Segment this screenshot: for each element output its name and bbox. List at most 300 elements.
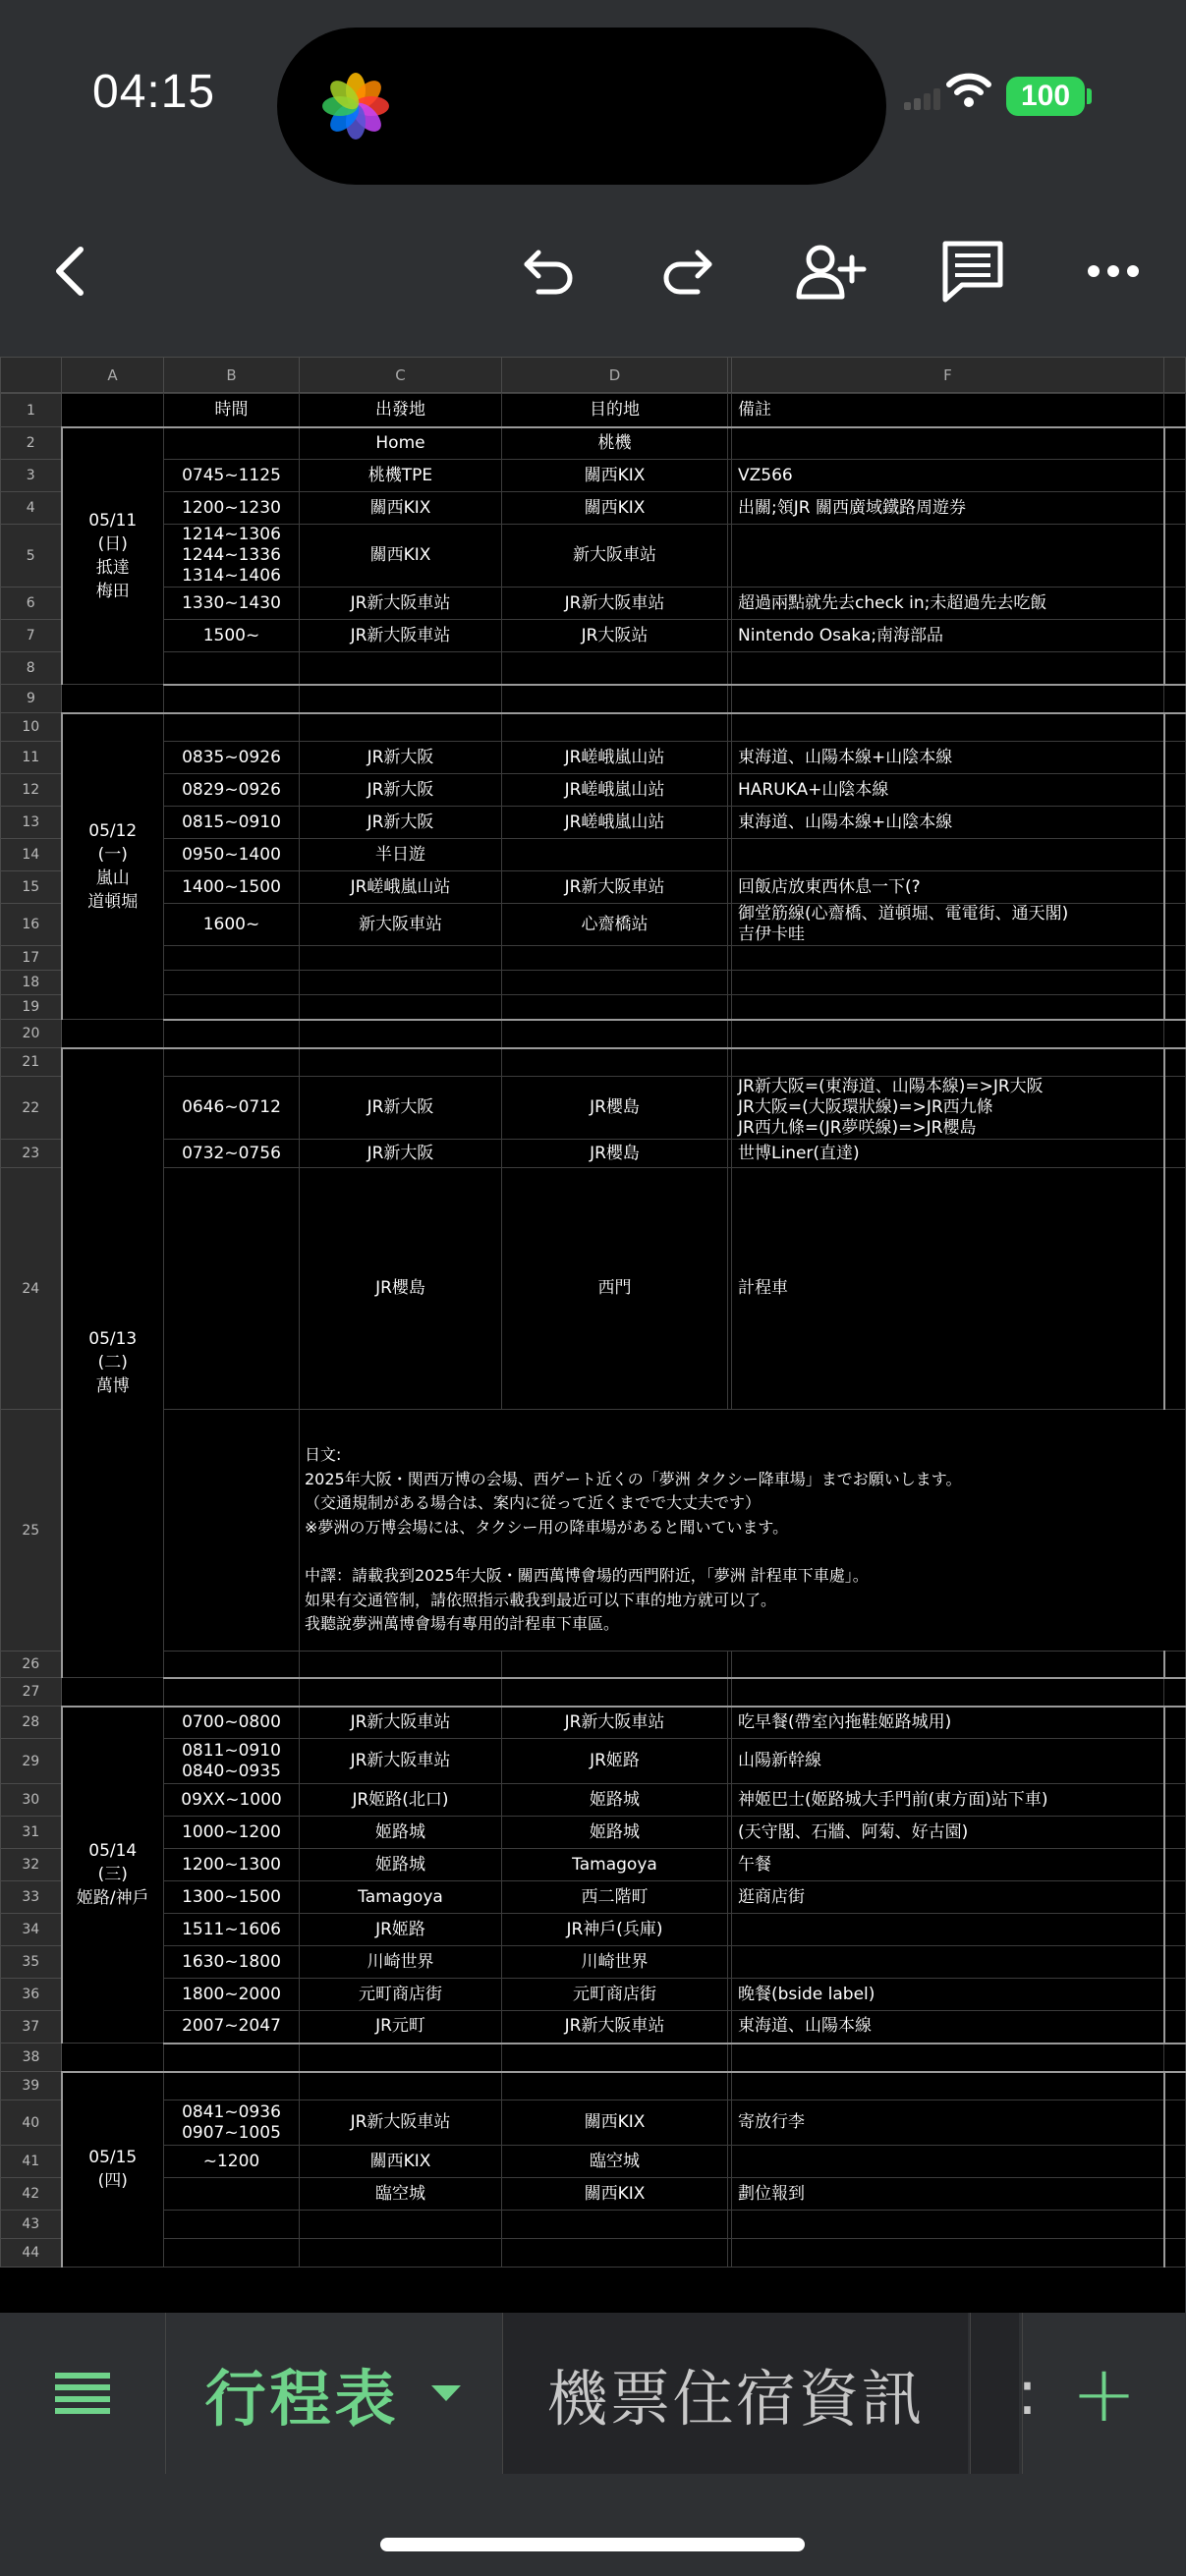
cell-time[interactable]: 1300~1500 — [164, 1881, 300, 1914]
cell-destination[interactable] — [502, 1678, 728, 1707]
cell-time[interactable]: 0815~0910 — [164, 807, 300, 839]
spreadsheet-grid[interactable] — [0, 357, 1185, 2313]
table-row — [1, 1140, 1186, 1168]
cell-destination[interactable]: JR新大阪車站 — [502, 1707, 728, 1739]
cell-destination[interactable]: 川崎世界 — [502, 1946, 728, 1979]
cell-origin[interactable]: Tamagoya — [300, 1881, 502, 1914]
cell-notes[interactable] — [732, 2072, 1164, 2100]
col-header-c[interactable]: C — [300, 358, 502, 393]
tab-tickets-lodging-label: 機票住宿資訊 — [546, 2362, 925, 2435]
battery-nub — [1087, 88, 1092, 104]
cell-time[interactable]: 1200~1300 — [164, 1849, 300, 1881]
cell-destination[interactable]: 關西KIX — [502, 2178, 728, 2211]
cell-time[interactable] — [164, 713, 300, 742]
row-header[interactable]: 18 — [1, 971, 62, 995]
cell-extra — [1164, 1849, 1186, 1881]
row-header[interactable]: 26 — [1, 1652, 62, 1678]
day-label-cell[interactable]: 05/15 (四) — [62, 2072, 164, 2268]
cell-notes[interactable] — [732, 1048, 1164, 1077]
photos-app-icon — [316, 67, 395, 145]
cell-destination[interactable] — [502, 2211, 728, 2239]
cell-origin[interactable] — [300, 2211, 502, 2239]
dynamic-island — [277, 28, 886, 185]
cell-time[interactable] — [164, 2178, 300, 2211]
cell-origin[interactable]: JR新大阪 — [300, 1077, 502, 1140]
cell-destination[interactable]: 姬路城 — [502, 1817, 728, 1849]
row-header[interactable]: 36 — [1, 1979, 62, 2011]
cell-notes[interactable]: 寄放行李 — [732, 2100, 1164, 2146]
sheet-tab-bar — [0, 2313, 1185, 2576]
cell-origin[interactable]: Home — [300, 427, 502, 460]
cell-notes[interactable]: 東海道、山陽本線+山陰本線 — [732, 807, 1164, 839]
cell-origin[interactable]: JR新大阪 — [300, 742, 502, 774]
table-row — [1, 2146, 1186, 2178]
cell-time[interactable] — [164, 652, 300, 685]
row-header[interactable]: 35 — [1, 1946, 62, 1979]
cell-origin[interactable]: JR新大阪車站 — [300, 2100, 502, 2146]
row-header[interactable]: 12 — [1, 774, 62, 807]
day-label-cell[interactable]: 05/14 (三) 姬路/神戶 — [62, 1707, 164, 2044]
row-header[interactable]: 20 — [1, 1020, 62, 1048]
cell-time[interactable]: 1330~1430 — [164, 588, 300, 620]
row-header[interactable]: 4 — [1, 492, 62, 525]
cell-extra — [1164, 620, 1186, 652]
cell-notes[interactable] — [732, 1678, 1164, 1707]
cell-extra — [1164, 1652, 1186, 1678]
table-row — [1, 904, 1186, 946]
cell-extra — [1164, 1140, 1186, 1168]
cell-destination[interactable]: 臨空城 — [502, 2146, 728, 2178]
cell-notes[interactable] — [732, 652, 1164, 685]
row-header[interactable]: 3 — [1, 460, 62, 492]
cell-origin[interactable] — [300, 1048, 502, 1077]
row-header[interactable]: 34 — [1, 1914, 62, 1946]
row-header[interactable]: 28 — [1, 1707, 62, 1739]
sheets-menu-button[interactable] — [0, 2313, 165, 2474]
cell-destination[interactable]: 新大阪車站 — [502, 525, 728, 588]
cell-notes[interactable] — [732, 1020, 1164, 1048]
row-header[interactable]: 5 — [1, 525, 62, 588]
select-all-corner[interactable] — [1, 358, 62, 393]
cell-notes[interactable] — [732, 2211, 1164, 2239]
row-header[interactable]: 25 — [1, 1410, 62, 1652]
cell-destination[interactable]: JR嵯峨嵐山站 — [502, 774, 728, 807]
row-header[interactable]: 32 — [1, 1849, 62, 1881]
cell-origin[interactable]: JR新大阪車站 — [300, 588, 502, 620]
cell-time[interactable]: 1214~1306 1244~1336 1314~1406 — [164, 525, 300, 588]
cell-origin[interactable]: 出發地 — [300, 394, 502, 427]
cell-time[interactable] — [164, 2072, 300, 2100]
redo-button[interactable] — [639, 232, 737, 310]
cell-extra — [1164, 1784, 1186, 1817]
cell-extra — [1164, 652, 1186, 685]
cell-notes[interactable]: (天守閣、石牆、阿菊、好古園) — [732, 1817, 1164, 1849]
col-header-d[interactable]: D — [502, 358, 728, 393]
cell-time[interactable]: 時間 — [164, 394, 300, 427]
cell-extra — [1164, 460, 1186, 492]
row-header[interactable]: 15 — [1, 871, 62, 904]
table-row — [1, 652, 1186, 685]
table-row — [1, 2044, 1186, 2072]
cell-destination[interactable] — [502, 652, 728, 685]
cell-a[interactable] — [62, 2044, 164, 2072]
cell-time[interactable]: 0811~0910 0840~0935 — [164, 1739, 300, 1784]
row-header[interactable]: 9 — [1, 685, 62, 713]
cell-origin[interactable] — [300, 2239, 502, 2268]
cell-destination[interactable]: 西門 — [502, 1168, 728, 1410]
note-cell[interactable]: 日文: 2025年大阪・関西万博の会場、西ゲート近くの「夢洲 タクシー降車場」までお願いします。 （交通規制がある場合は、案内に従って近くまでで大丈夫です） ※夢洲の万博会場には、タクシー用の降車場があると聞いています。 中譯：請載我到2025年大阪・關西萬博會場的西門附近，「夢洲 計程車下車處」。 如果有交通管制，請依照指示載我到最近可以下車的地方就可以了。 我聽說夢洲萬博會場有專用的計程車下車區。 — [300, 1410, 1186, 1652]
table-row — [1, 807, 1186, 839]
cell-origin[interactable]: 新大阪車站 — [300, 904, 502, 946]
row-header[interactable]: 40 — [1, 2100, 62, 2146]
cell-time[interactable]: 1600~ — [164, 904, 300, 946]
cell-time[interactable] — [164, 2239, 300, 2268]
more-icon — [1086, 263, 1141, 279]
tab-itinerary[interactable] — [165, 2313, 501, 2474]
cell-origin[interactable]: JR新大阪 — [300, 807, 502, 839]
comment-button[interactable] — [924, 232, 1022, 310]
itinerary-table — [0, 357, 1186, 393]
cell-time[interactable] — [164, 946, 300, 971]
cell-origin[interactable]: 姬路城 — [300, 1849, 502, 1881]
cell-time[interactable] — [164, 685, 300, 713]
cell-extra — [1164, 2211, 1186, 2239]
cell-origin[interactable]: 關西KIX — [300, 525, 502, 588]
redo-icon — [658, 247, 717, 296]
cell-time[interactable] — [164, 427, 300, 460]
row-header[interactable]: 6 — [1, 588, 62, 620]
table-row — [1, 995, 1186, 1020]
cell-destination[interactable] — [502, 995, 728, 1020]
row-header[interactable]: 42 — [1, 2178, 62, 2211]
cell-time[interactable]: 0732~0756 — [164, 1140, 300, 1168]
cell-destination[interactable]: Tamagoya — [502, 1849, 728, 1881]
table-row — [1, 588, 1186, 620]
cell-destination[interactable]: JR嵯峨嵐山站 — [502, 742, 728, 774]
row-header[interactable]: 17 — [1, 946, 62, 971]
cell-origin[interactable]: JR姬路 — [300, 1914, 502, 1946]
cell-notes[interactable]: 回飯店放東西休息一下(? — [732, 871, 1164, 904]
cell-notes[interactable]: 東海道、山陽本線+山陰本線 — [732, 742, 1164, 774]
status-bar — [0, 0, 1185, 196]
col-header-f[interactable]: F — [732, 358, 1164, 393]
cell-destination[interactable]: JR神戶(兵庫) — [502, 1914, 728, 1946]
cell-destination[interactable] — [502, 2044, 728, 2072]
cell-a[interactable] — [62, 394, 164, 427]
row-header[interactable]: 8 — [1, 652, 62, 685]
table-row — [1, 713, 1186, 742]
cell-notes[interactable]: HARUKA+山陰本線 — [732, 774, 1164, 807]
cell-notes[interactable]: 山陽新幹線 — [732, 1739, 1164, 1784]
cell-destination[interactable]: 元町商店街 — [502, 1979, 728, 2011]
row-header[interactable]: 2 — [1, 427, 62, 460]
cell-extra — [1164, 774, 1186, 807]
cell-origin[interactable] — [300, 2044, 502, 2072]
cell-destination[interactable]: 西二階町 — [502, 1881, 728, 1914]
cell-notes[interactable]: 劃位報到 — [732, 2178, 1164, 2211]
cell-time[interactable]: 0835~0926 — [164, 742, 300, 774]
cell-time[interactable] — [164, 2211, 300, 2239]
day-label-cell[interactable]: 05/13 (二) 萬博 — [62, 1048, 164, 1678]
row-header[interactable]: 38 — [1, 2044, 62, 2072]
cell-time[interactable]: 2007~2047 — [164, 2011, 300, 2044]
cell-notes[interactable]: 神姬巴士(姬路城大手門前(東方面)站下車) — [732, 1784, 1164, 1817]
cell-notes[interactable]: 吃早餐(帶室內拖鞋姬路城用) — [732, 1707, 1164, 1739]
undo-icon — [519, 247, 578, 296]
table-row — [1, 525, 1186, 588]
row-header[interactable]: 30 — [1, 1784, 62, 1817]
row-header[interactable]: 21 — [1, 1048, 62, 1077]
cell-origin[interactable]: JR新大阪 — [300, 1140, 502, 1168]
cell-time[interactable] — [164, 1678, 300, 1707]
cell-origin[interactable] — [300, 946, 502, 971]
row-header[interactable]: 13 — [1, 807, 62, 839]
cell-destination[interactable]: 關西KIX — [502, 492, 728, 525]
row-header[interactable]: 14 — [1, 839, 62, 871]
row-header[interactable]: 24 — [1, 1168, 62, 1410]
cell-notes[interactable]: 晚餐(bside label) — [732, 1979, 1164, 2011]
cell-time[interactable]: 1500~ — [164, 620, 300, 652]
row-header[interactable]: 7 — [1, 620, 62, 652]
cell-destination[interactable]: 關西KIX — [502, 460, 728, 492]
sheet-body — [0, 393, 1186, 2268]
table-row — [1, 2178, 1186, 2211]
row-header[interactable]: 37 — [1, 2011, 62, 2044]
undo-button[interactable] — [499, 232, 597, 310]
row-header[interactable]: 33 — [1, 1881, 62, 1914]
cell-a[interactable] — [62, 1020, 164, 1048]
cell-notes[interactable] — [732, 427, 1164, 460]
cell-origin[interactable]: JR姬路(北口) — [300, 1784, 502, 1817]
row-header[interactable]: 16 — [1, 904, 62, 946]
cell-destination[interactable] — [502, 2072, 728, 2100]
cell-notes[interactable] — [732, 946, 1164, 971]
cell-destination[interactable]: 姬路城 — [502, 1784, 728, 1817]
cell-origin[interactable]: 桃機TPE — [300, 460, 502, 492]
cell-notes[interactable]: VZ566 — [732, 460, 1164, 492]
cell-notes[interactable]: 東海道、山陽本線 — [732, 2011, 1164, 2044]
row-header[interactable]: 31 — [1, 1817, 62, 1849]
cell-notes[interactable]: JR新大阪=(東海道、山陽本線)=>JR大阪 JR大阪=(大阪環狀線)=>JR西九條 JR西九條=(JR夢咲線)=>JR櫻島 — [732, 1077, 1164, 1140]
cell-origin[interactable] — [300, 971, 502, 995]
cell-a[interactable] — [62, 685, 164, 713]
cell-notes[interactable]: 超過兩點就先去check in;未超過先去吃飯 — [732, 588, 1164, 620]
table-row — [1, 1979, 1186, 2011]
cell-notes[interactable]: 備註 — [732, 394, 1164, 427]
share-button[interactable] — [781, 232, 879, 310]
cell-notes[interactable] — [732, 713, 1164, 742]
row-header[interactable]: 29 — [1, 1739, 62, 1784]
cell-extra — [1164, 971, 1186, 995]
cell-extra — [1164, 2011, 1186, 2044]
cell-notes[interactable] — [732, 971, 1164, 995]
cell-notes[interactable] — [732, 839, 1164, 871]
cell-origin[interactable]: JR新大阪車站 — [300, 1707, 502, 1739]
cell-time[interactable]: 0646~0712 — [164, 1077, 300, 1140]
cell-destination[interactable]: JR新大阪車站 — [502, 2011, 728, 2044]
cell-extra — [1164, 1914, 1186, 1946]
cell-notes[interactable]: 計程車 — [732, 1168, 1164, 1410]
cell-notes[interactable] — [732, 995, 1164, 1020]
cell-extra — [1164, 839, 1186, 871]
cell-time[interactable] — [164, 1168, 300, 1410]
cell-extra — [1164, 1020, 1186, 1048]
cell-time[interactable] — [164, 971, 300, 995]
cell-notes[interactable] — [732, 2044, 1164, 2072]
cell-destination[interactable] — [502, 971, 728, 995]
cell-destination[interactable]: 桃機 — [502, 427, 728, 460]
cell-time[interactable]: 0700~0800 — [164, 1707, 300, 1739]
cell-origin[interactable]: JR新大阪車站 — [300, 1739, 502, 1784]
cell-origin[interactable]: JR嵯峨嵐山站 — [300, 871, 502, 904]
cell-destination[interactable]: JR姬路 — [502, 1739, 728, 1784]
cell-time[interactable]: 1800~2000 — [164, 1979, 300, 2011]
comment-icon — [940, 239, 1005, 304]
cell-time[interactable]: 1200~1230 — [164, 492, 300, 525]
cell-destination[interactable] — [502, 685, 728, 713]
row-header[interactable]: 39 — [1, 2072, 62, 2100]
tab-tickets-lodging[interactable] — [502, 2313, 968, 2474]
cell-origin[interactable]: 姬路城 — [300, 1817, 502, 1849]
cell-time[interactable]: 1000~1200 — [164, 1817, 300, 1849]
cell-origin[interactable] — [300, 1652, 502, 1678]
cell-time[interactable]: 0829~0926 — [164, 774, 300, 807]
cell-time[interactable]: 0745~1125 — [164, 460, 300, 492]
cell-time[interactable]: 1511~1606 — [164, 1914, 300, 1946]
row-header[interactable]: 1 — [1, 394, 62, 427]
cell-notes[interactable]: Nintendo Osaka;南海部品 — [732, 620, 1164, 652]
col-header-b[interactable]: B — [164, 358, 300, 393]
cell-destination[interactable]: JR櫻島 — [502, 1140, 728, 1168]
cell-notes[interactable]: 出關;領JR 關西廣域鐵路周遊券 — [732, 492, 1164, 525]
cell-time[interactable]: ~1200 — [164, 2146, 300, 2178]
row-header[interactable]: 22 — [1, 1077, 62, 1140]
cell-time[interactable] — [164, 1020, 300, 1048]
cell-destination[interactable]: 目的地 — [502, 394, 728, 427]
share-person-icon — [793, 242, 868, 301]
table-row — [1, 1881, 1186, 1914]
row-header[interactable]: 10 — [1, 713, 62, 742]
cell-notes[interactable] — [732, 525, 1164, 588]
row-header[interactable]: 11 — [1, 742, 62, 774]
cell-time[interactable]: 1400~1500 — [164, 871, 300, 904]
tab-next-partial[interactable] — [970, 2313, 1038, 2474]
cell-notes[interactable]: 世博Liner(直達) — [732, 1140, 1164, 1168]
cell-destination[interactable]: 心齋橋站 — [502, 904, 728, 946]
cell-time[interactable]: 0841~0936 0907~1005 — [164, 2100, 300, 2146]
status-time: 04:15 — [92, 66, 216, 118]
cell-origin[interactable]: 半日遊 — [300, 839, 502, 871]
back-button[interactable] — [22, 232, 120, 310]
cell-time[interactable]: 09XX~1000 — [164, 1784, 300, 1817]
cell-origin[interactable] — [300, 1678, 502, 1707]
table-row — [1, 1077, 1186, 1140]
more-button[interactable] — [1064, 232, 1162, 310]
cell-notes[interactable] — [732, 1914, 1164, 1946]
row-header[interactable]: 23 — [1, 1140, 62, 1168]
cell-origin[interactable]: JR櫻島 — [300, 1168, 502, 1410]
table-row — [1, 620, 1186, 652]
add-sheet-button[interactable]: + — [1022, 2313, 1185, 2474]
cell-origin[interactable] — [300, 1020, 502, 1048]
cell-destination[interactable]: JR新大阪車站 — [502, 871, 728, 904]
cell-origin[interactable] — [300, 995, 502, 1020]
cell-origin[interactable]: JR新大阪車站 — [300, 620, 502, 652]
cell-time[interactable] — [164, 1652, 300, 1678]
cell-notes[interactable] — [732, 685, 1164, 713]
row-header[interactable]: 19 — [1, 995, 62, 1020]
cell-origin[interactable]: 川崎世界 — [300, 1946, 502, 1979]
cell-time[interactable] — [164, 995, 300, 1020]
row-header[interactable]: 44 — [1, 2239, 62, 2268]
col-header-extra — [1164, 358, 1186, 393]
cell-destination[interactable]: JR櫻島 — [502, 1077, 728, 1140]
table-row — [1, 1168, 1186, 1410]
cell-destination[interactable]: 關西KIX — [502, 2100, 728, 2146]
cell-notes[interactable]: 御堂筋線(心齋橋、道頓堀、電電街、通天閣) 吉伊卡哇 — [732, 904, 1164, 946]
cell-origin[interactable] — [300, 2072, 502, 2100]
col-header-a[interactable]: A — [62, 358, 164, 393]
day-label-cell[interactable]: 05/12 (一) 嵐山 道頓堀 — [62, 713, 164, 1020]
row-header[interactable]: 43 — [1, 2211, 62, 2239]
cell-origin[interactable] — [300, 685, 502, 713]
cell-extra — [1164, 1979, 1186, 2011]
cell-notes[interactable] — [732, 2239, 1164, 2268]
cell-time[interactable]: 1630~1800 — [164, 1946, 300, 1979]
cell-origin[interactable]: 臨空城 — [300, 2178, 502, 2211]
cell-a[interactable] — [62, 1678, 164, 1707]
back-icon — [51, 244, 90, 299]
day-label-cell[interactable]: 05/11 (日) 抵達 梅田 — [62, 427, 164, 685]
cell-notes[interactable] — [732, 1652, 1164, 1678]
cell-destination[interactable] — [502, 1020, 728, 1048]
tab-itinerary-label: 行程表 — [204, 2362, 400, 2435]
cell-time[interactable] — [164, 2044, 300, 2072]
cell-origin[interactable]: 元町商店街 — [300, 1979, 502, 2011]
cell-time[interactable]: 0950~1400 — [164, 839, 300, 871]
cell-notes[interactable]: 午餐 — [732, 1849, 1164, 1881]
cell-time[interactable] — [164, 1048, 300, 1077]
table-row — [1, 2211, 1186, 2239]
row-header[interactable]: 41 — [1, 2146, 62, 2178]
cell-destination[interactable] — [502, 1652, 728, 1678]
cell-notes[interactable] — [732, 2146, 1164, 2178]
table-row — [1, 946, 1186, 971]
row-header[interactable]: 27 — [1, 1678, 62, 1707]
table-row — [1, 2011, 1186, 2044]
cell-destination[interactable] — [502, 713, 728, 742]
cell-notes[interactable] — [732, 1946, 1164, 1979]
cell-origin[interactable]: 關西KIX — [300, 492, 502, 525]
cell-destination[interactable] — [502, 2239, 728, 2268]
cell-destination[interactable] — [502, 1048, 728, 1077]
cell-origin[interactable]: 關西KIX — [300, 2146, 502, 2178]
cell-origin[interactable] — [300, 713, 502, 742]
cell-b[interactable] — [164, 1410, 300, 1652]
cell-extra — [1164, 2239, 1186, 2268]
cell-origin[interactable] — [300, 652, 502, 685]
cell-extra — [1164, 1077, 1186, 1140]
cell-origin[interactable]: JR新大阪 — [300, 774, 502, 807]
cell-destination[interactable] — [502, 839, 728, 871]
cell-notes[interactable]: 逛商店街 — [732, 1881, 1164, 1914]
column-header-row — [1, 358, 1186, 393]
cell-destination[interactable]: JR嵯峨嵐山站 — [502, 807, 728, 839]
cell-destination[interactable] — [502, 946, 728, 971]
cell-destination[interactable]: JR大阪站 — [502, 620, 728, 652]
cell-destination[interactable]: JR新大阪車站 — [502, 588, 728, 620]
cell-origin[interactable]: JR元町 — [300, 2011, 502, 2044]
